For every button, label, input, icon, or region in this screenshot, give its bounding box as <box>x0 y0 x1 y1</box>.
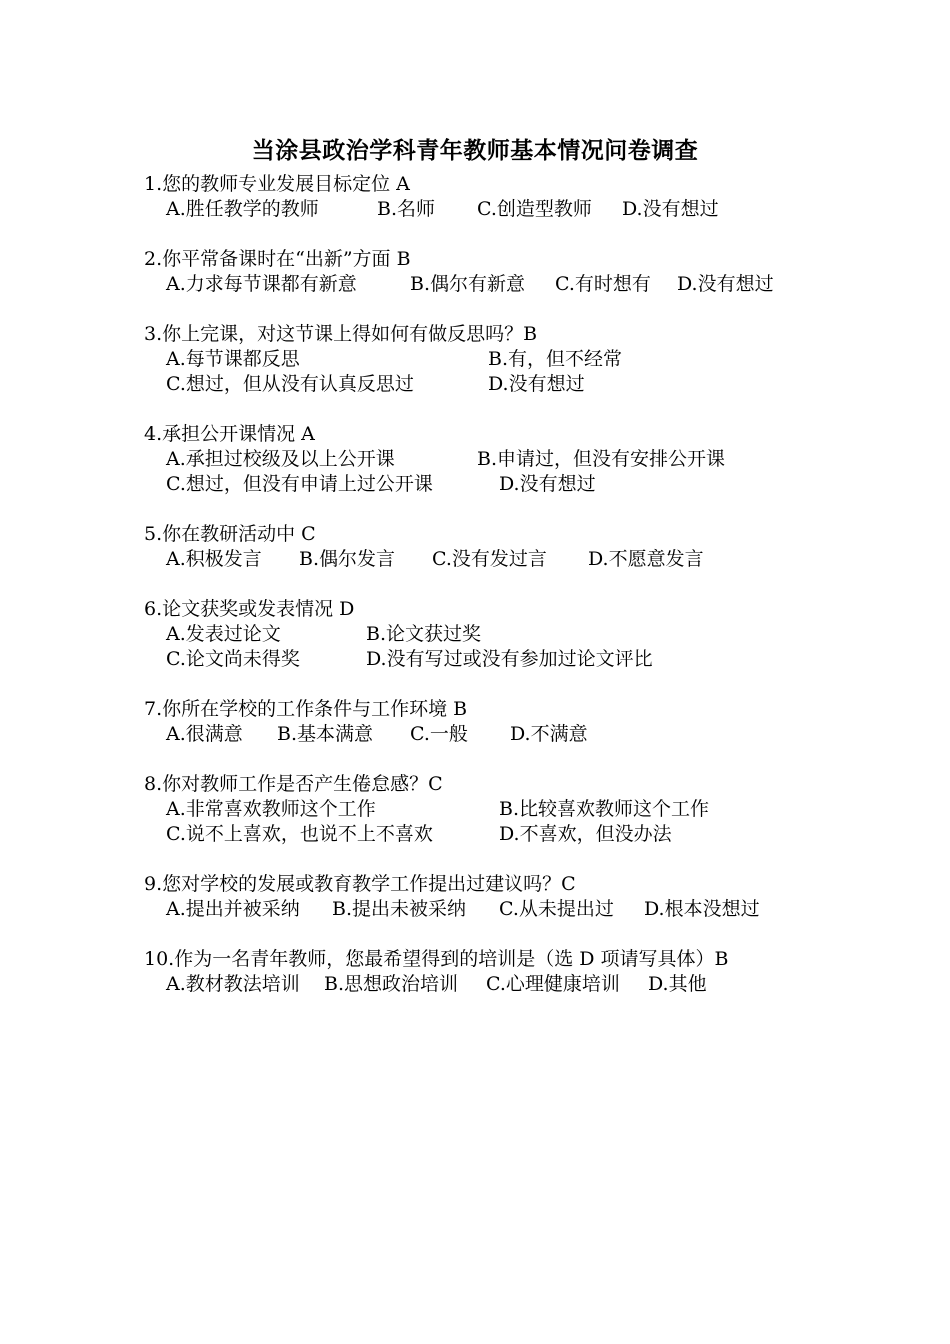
option-d: D.不满意 <box>510 723 588 745</box>
option-row <box>144 472 834 497</box>
option-a: A.力求每节课都有新意 <box>166 273 357 295</box>
question-text: 1.您的教师专业发展目标定位 A <box>144 173 410 195</box>
question-text: 4.承担公开课情况 A <box>144 423 315 445</box>
option-row <box>144 797 834 822</box>
option-row <box>144 347 834 372</box>
option-a: A.每节课都反思 <box>166 348 300 370</box>
question-text: 3.你上完课，对这节课上得如何有做反思吗？B <box>144 323 538 345</box>
option-d: D.其他 <box>648 973 707 995</box>
option-d: D.不愿意发言 <box>588 548 704 570</box>
question-6 <box>144 597 834 672</box>
question-3 <box>144 322 834 397</box>
option-b: B.有，但不经常 <box>488 348 623 370</box>
option-row <box>144 197 834 222</box>
question-text: 6.论文获奖或发表情况 D <box>144 598 355 620</box>
option-c: C.没有发过言 <box>432 548 547 570</box>
option-a: A.非常喜欢教师这个工作 <box>166 798 376 820</box>
option-b: B.偶尔有新意 <box>410 273 526 295</box>
option-b: B.偶尔发言 <box>299 548 396 570</box>
option-row <box>144 372 834 397</box>
option-row <box>144 647 834 672</box>
question-5 <box>144 522 834 572</box>
option-a: A.积极发言 <box>166 548 262 570</box>
option-row <box>144 447 834 472</box>
option-c: C.从未提出过 <box>499 898 614 920</box>
option-row <box>144 972 834 997</box>
question-2 <box>144 247 834 297</box>
option-d: D.没有想过 <box>622 198 719 220</box>
question-text: 9.您对学校的发展或教育教学工作提出过建议吗？C <box>144 873 576 895</box>
option-a: A.很满意 <box>166 723 243 745</box>
option-row <box>144 722 834 747</box>
option-c: C.一般 <box>410 723 468 745</box>
option-row <box>144 897 834 922</box>
question-text: 5.你在教研活动中 C <box>144 523 316 545</box>
option-row <box>144 622 834 647</box>
option-b: B.提出未被采纳 <box>332 898 467 920</box>
option-d: D.没有想过 <box>488 373 585 395</box>
option-b: B.比较喜欢教师这个工作 <box>499 798 710 820</box>
question-9 <box>144 872 834 922</box>
option-b: B.思想政治培训 <box>324 973 459 995</box>
option-b: B.名师 <box>377 198 436 220</box>
option-d: D.没有写过或没有参加过论文评比 <box>366 648 653 670</box>
question-7 <box>144 697 834 747</box>
question-8 <box>144 772 834 847</box>
option-row <box>144 272 834 297</box>
option-c: C.想过，但没有申请上过公开课 <box>166 473 433 495</box>
option-row <box>144 547 834 572</box>
question-text: 2.你平常备课时在“出新”方面 B <box>144 248 411 270</box>
question-4 <box>144 422 834 497</box>
option-c: C.心理健康培训 <box>486 973 620 995</box>
option-c: C.有时想有 <box>555 273 651 295</box>
option-c: C.创造型教师 <box>477 198 592 220</box>
question-text: 10.作为一名青年教师，您最希望得到的培训是（选 D 项请写具体）B <box>144 948 729 970</box>
option-a: A.发表过论文 <box>166 623 281 645</box>
option-d: D.不喜欢，但没办法 <box>499 823 672 845</box>
page-title: 当涂县政治学科青年教师基本情况问卷调查 <box>251 138 699 164</box>
option-d: D.没有想过 <box>499 473 596 495</box>
option-b: B.基本满意 <box>277 723 374 745</box>
option-d: D.没有想过 <box>677 273 774 295</box>
question-1 <box>144 172 834 222</box>
option-b: B.申请过，但没有安排公开课 <box>477 448 726 470</box>
question-text: 7.你所在学校的工作条件与工作环境 B <box>144 698 468 720</box>
option-d: D.根本没想过 <box>644 898 760 920</box>
option-b: B.论文获过奖 <box>366 623 482 645</box>
option-a: A.胜任教学的教师 <box>166 198 319 220</box>
option-a: A.承担过校级及以上公开课 <box>166 448 395 470</box>
option-a: A.教材教法培训 <box>166 973 300 995</box>
question-10 <box>144 947 834 997</box>
option-c: C.论文尚未得奖 <box>166 648 300 670</box>
option-c: C.想过，但从没有认真反思过 <box>166 373 414 395</box>
question-text: 8.你对教师工作是否产生倦怠感？C <box>144 773 443 795</box>
question-list <box>144 172 834 1022</box>
option-a: A.提出并被采纳 <box>166 898 300 920</box>
option-row <box>144 822 834 847</box>
option-c: C.说不上喜欢，也说不上不喜欢 <box>166 823 433 845</box>
